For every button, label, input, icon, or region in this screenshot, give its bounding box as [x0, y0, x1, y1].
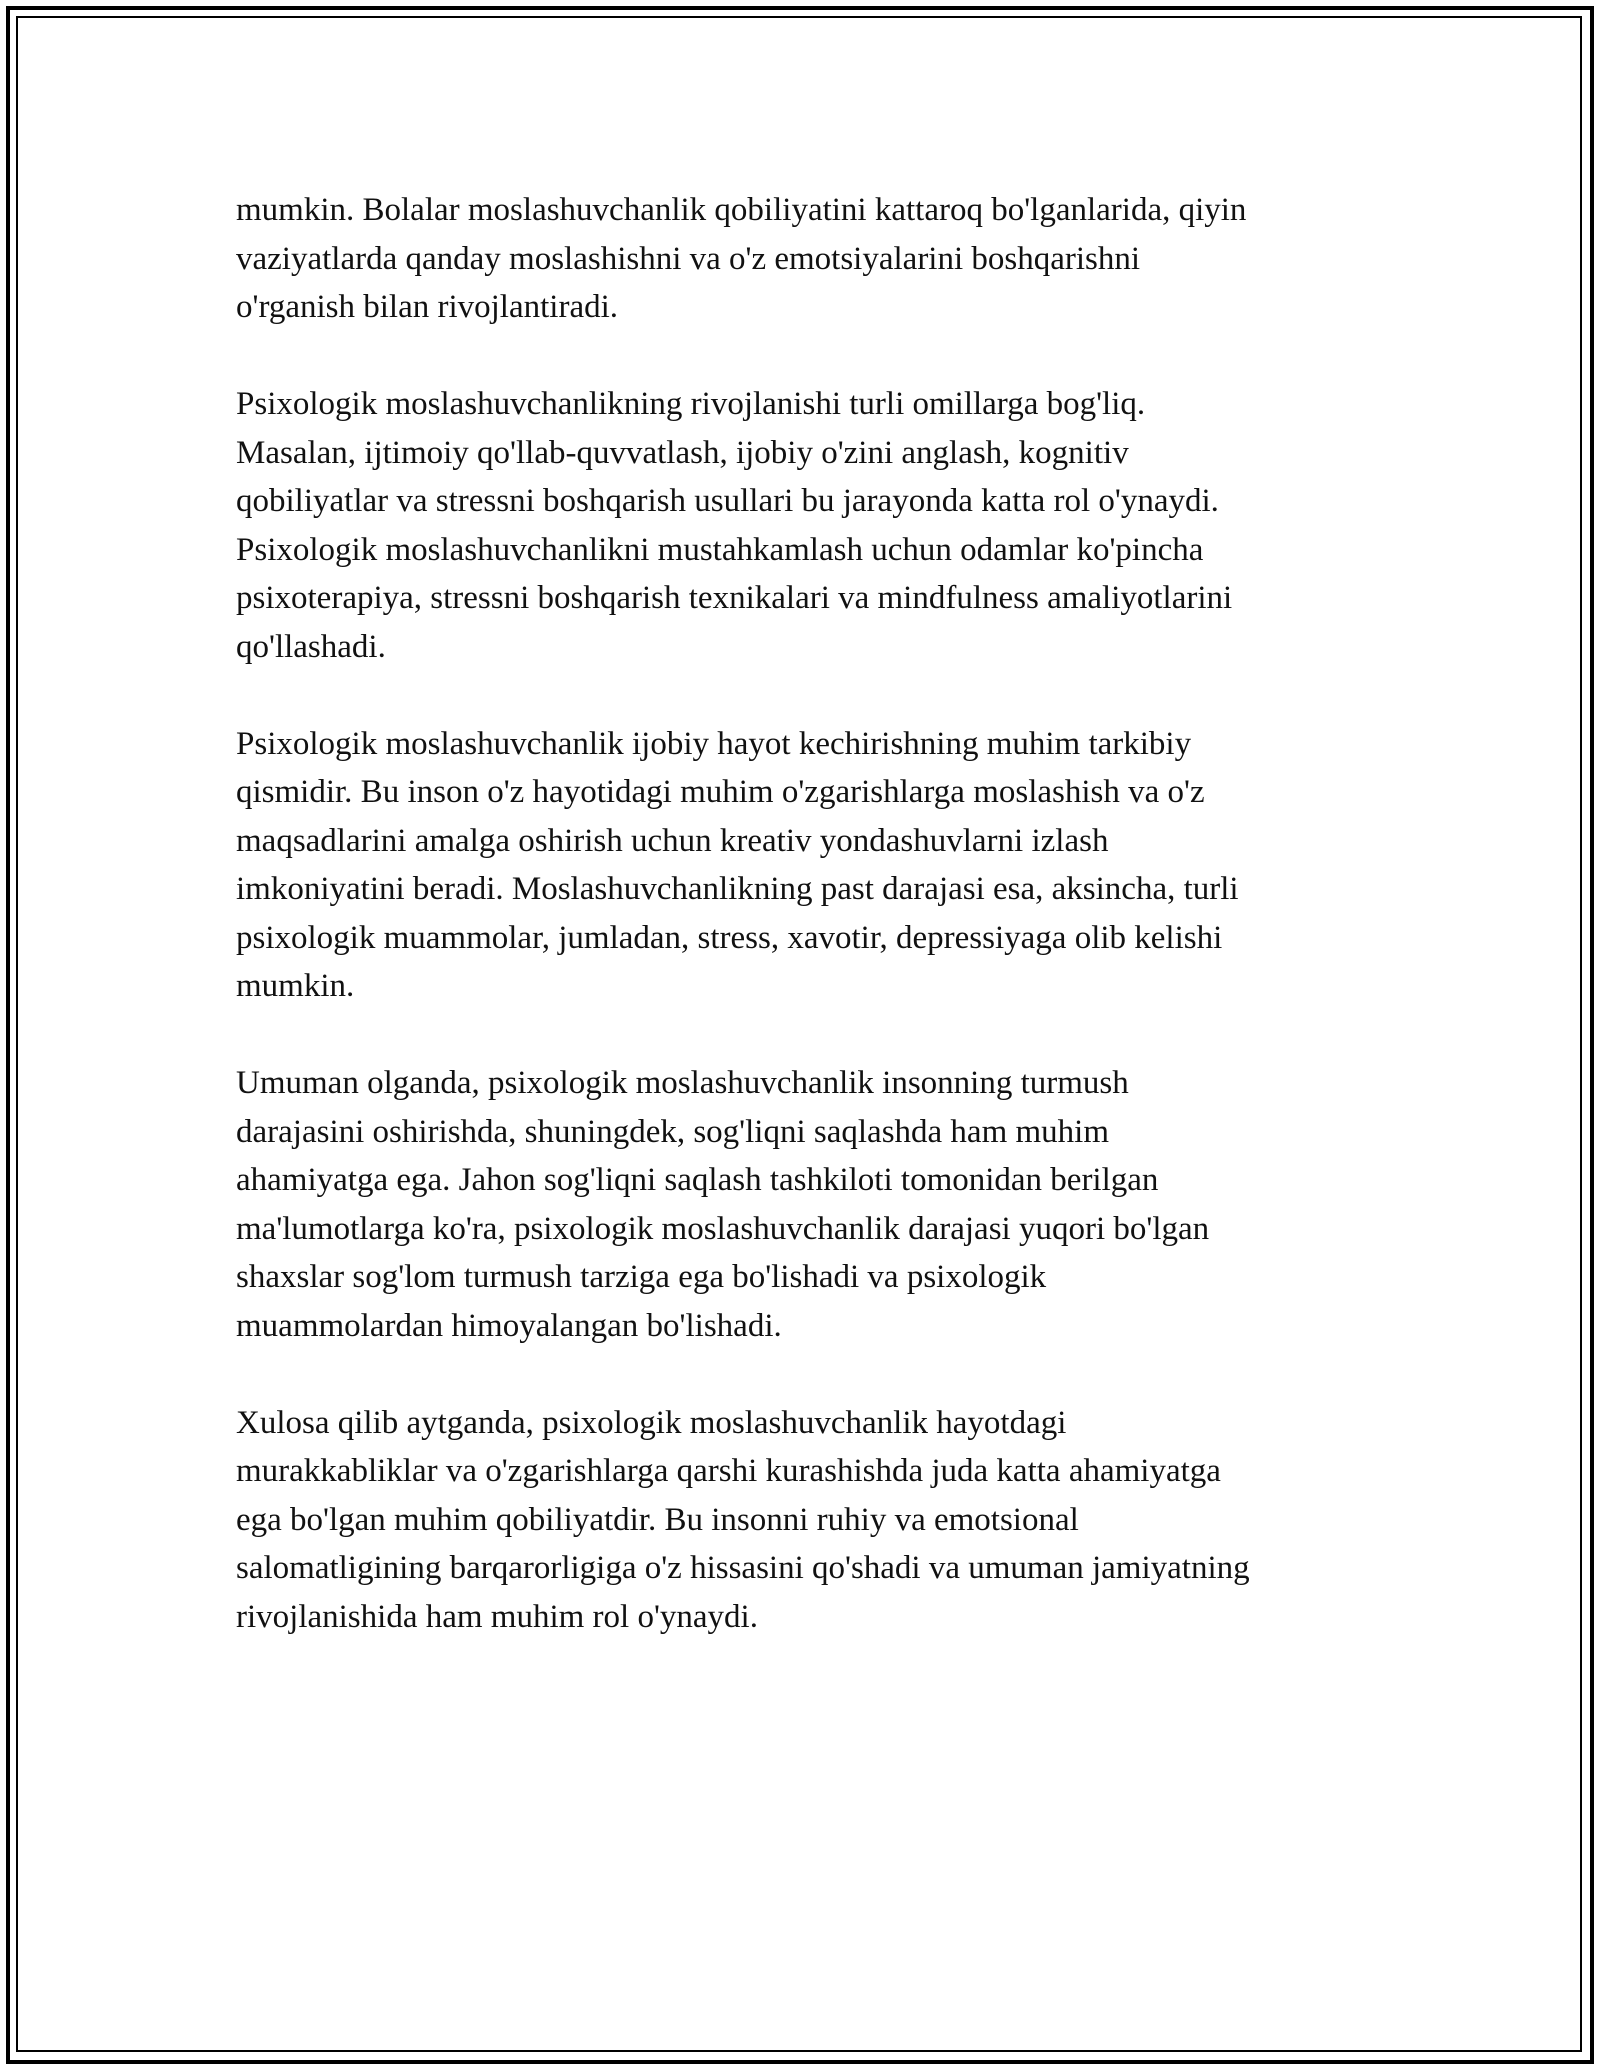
paragraph-2: Psixologik moslashuvchanlikning rivojlanishi turli omillarga bog'liq. Masalan, ijtimoiy qo'llab-quvvatlash, ijobiy o'zini anglash, kognitiv qobiliyatlar va stressni boshqarish usullari bu jarayonda katta rol o'ynaydi. Psixologik moslashuvchanlikni mustahkamlash uchun odamlar ko'pincha psixoterapiya, stressni boshqarish texnikalari va mindfulness amaliyotlarini qo'llashadi. [236, 386, 1233, 665]
paragraph-5: Xulosa qilib aytganda, psixologik moslashuvchanlik hayotdagi murakkabliklar va o'zgarishlarga qarshi kurashishda juda katta ahamiyatga ega bo'lgan muhim qobiliyatdir. Bu insonni ruhiy va emotsional salomatligining barqarorligiga o'z hissasini qo'shadi va umuman jamiyatning rivojlanishida ham muhim rol o'ynaydi. [236, 1404, 1250, 1635]
paragraph-4: Umuman olganda, psixologik moslashuvchanlik insonning turmush darajasini oshirishda, shuningdek, sog'liqni saqlashda ham muhim ahamiyatga ega. Jahon sog'liqni saqlash tashkiloti tomonidan berilgan ma'lumotlarga ko'ra, psixologik moslashuvchanlik darajasi yuqori bo'lgan shaxslar sog'lom turmush tarziga ega bo'lishadi va psixologik muammolardan himoyalangan bo'lishadi. [236, 1065, 1210, 1344]
paragraph-3: Psixologik moslashuvchanlik ijobiy hayot kechirishning muhim tarkibiy qismidir. Bu inson o'z hayotidagi muhim o'zgarishlarga moslashish va o'z maqsadlarini amalga oshirish uchun kreativ yondashuvlarni izlash imkoniyatini beradi. Moslashuvchanlikning past darajasi esa, aksincha, turli psixologik muammolar, jumladan, stress, xavotir, depressiyaga olib kelishi mumkin. [236, 725, 1239, 1004]
document-body [236, 186, 1376, 1690]
paragraph-1: mumkin. Bolalar moslashuvchanlik qobiliyatini kattaroq bo'lganlarida, qiyin vaziyatlarda qanday moslashishni va o'z emotsiyalarini boshqarishni o'rganish bilan rivojlantiradi. [236, 192, 1247, 325]
